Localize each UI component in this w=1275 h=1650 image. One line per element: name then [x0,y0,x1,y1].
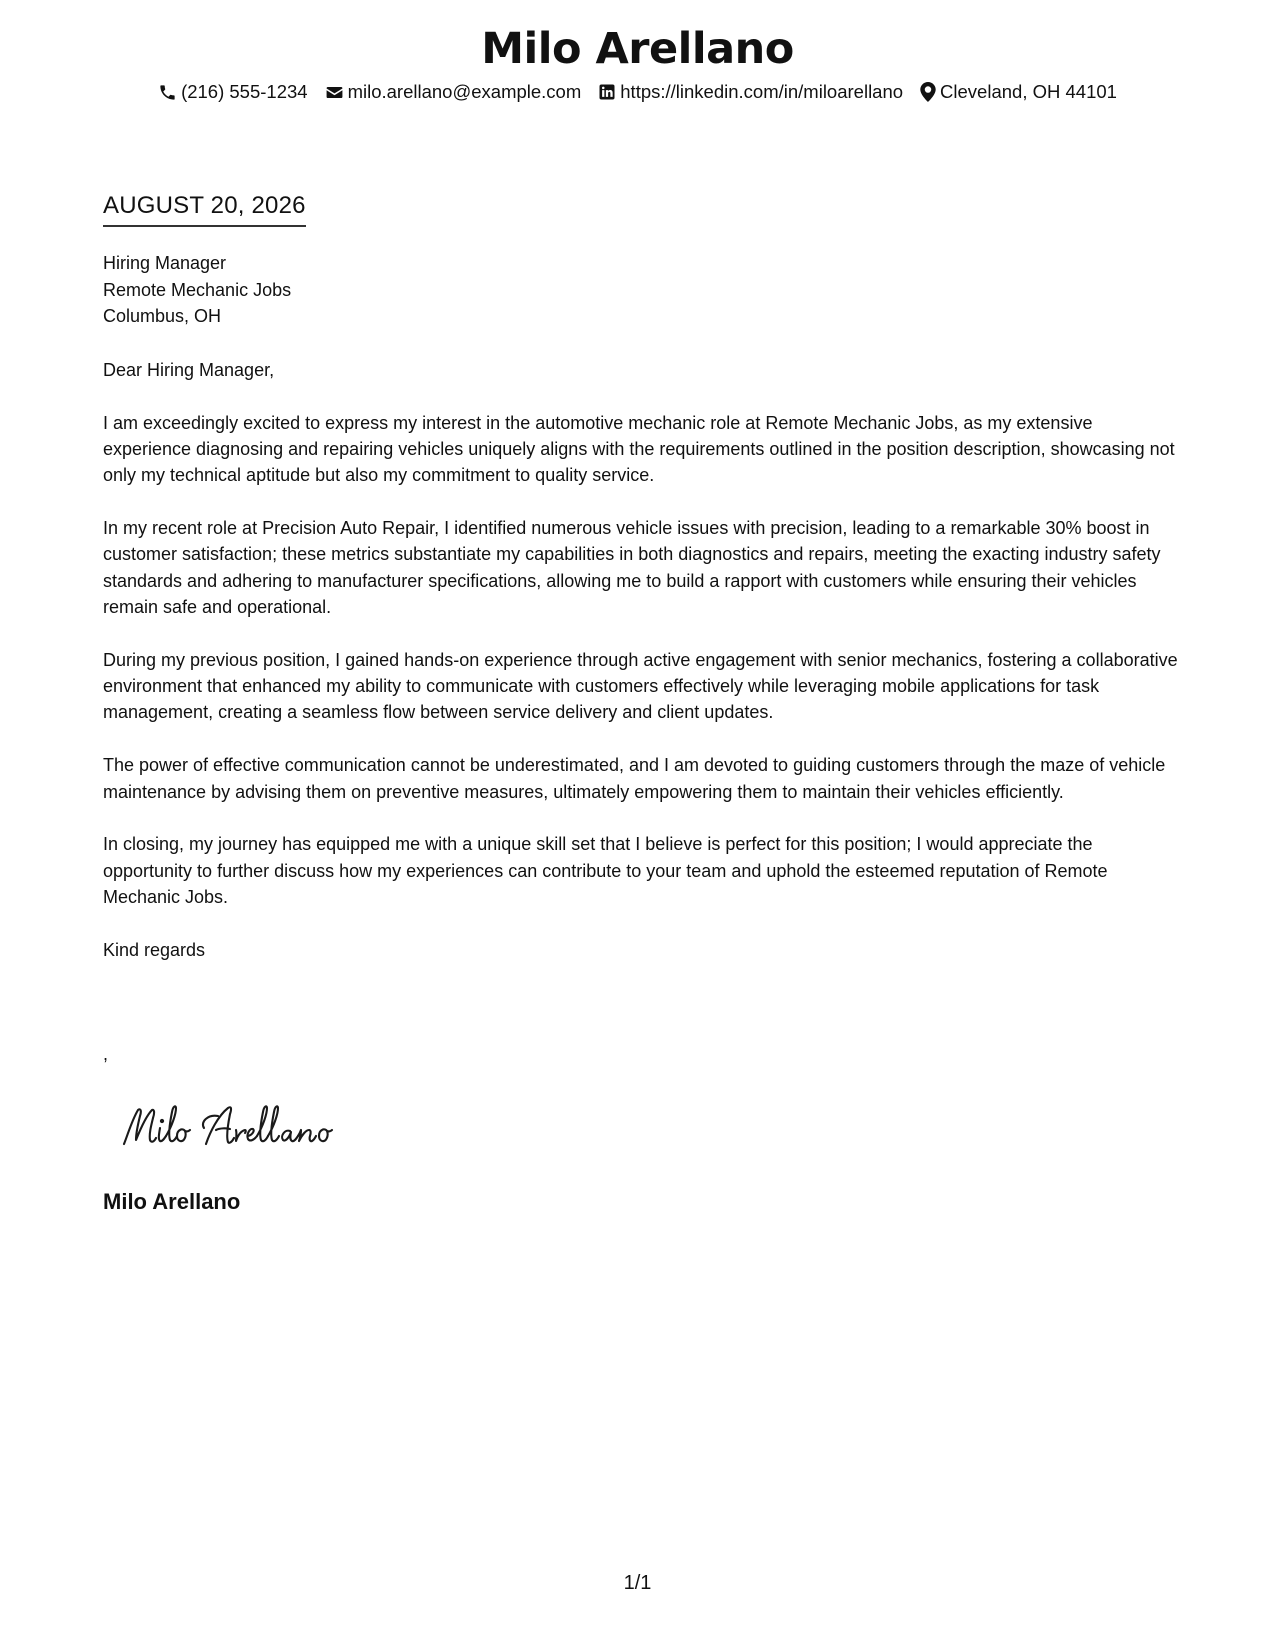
signer-name: Milo Arellano [103,1189,241,1214]
page-indicator: 1/1 [623,1572,652,1594]
body-paragraph: I am exceedingly excited to express my interest in the automotive mechanic role at Remote Mechanic Jobs, as my extensive experience diagnosing and repairing vehicles uniquely aligns with the requirements outlined in the position description, showcasing not only my technical aptitude but also my commitment to quality service. [103,412,1175,486]
recipient-title: Hiring Manager [103,253,227,273]
envelope-icon [325,83,344,102]
location-text: Cleveland, OH 44101 [940,81,1117,102]
recipient-city: Columbus, OH [103,306,222,326]
recipient-company: Remote Mechanic Jobs [103,279,292,300]
letter-date: AUGUST 20, 2026 [103,190,306,227]
body-paragraph: In closing, my journey has equipped me with a unique skill set that I believe is perfect for this position; I would appreciate the opportunity to further discuss how my experiences can contribute to your team and uphold the esteemed reputation of Remote Mechanic Jobs. [103,834,1108,907]
contact-phone [158,80,308,104]
handwritten-signature [118,1098,358,1154]
linkedin-url: https://linkedin.com/in/miloarellano [620,81,904,102]
body-paragraph: In my recent role at Precision Auto Repair, I identified numerous vehicle issues with precision, leading to a remarkable 30% boost in customer satisfaction; these metrics substantiate my capabilities in both diagnostics and repairs, meeting the exacting industry safety standards and adhering to manufacturer specifications, allowing me to build a rapport with customers while ensuring their vehicles remain safe and operational. [103,518,1161,618]
applicant-name-heading: Milo Arellano [481,24,794,74]
contact-info-row [0,80,1275,104]
recipient-block [103,250,291,330]
salutation: Dear Hiring Manager, [103,360,275,380]
letter-body [103,357,1183,990]
phone-number: (216) 555-1234 [181,81,308,102]
contact-email [325,80,582,104]
map-pin-icon [920,82,936,102]
email-address: milo.arellano@example.com [347,81,582,102]
phone-icon [158,83,177,102]
body-paragraph: During my previous position, I gained hands-on experience through active engagement with senior mechanics, fostering a collaborative environment that enhanced my ability to communicate with customers effectively while leveraging mobile applications for task management, creating a seamless flow between service delivery and client updates. [103,649,1178,723]
body-paragraph: The power of effective communication cannot be underestimated, and I am devoted to guiding customers through the maze of vehicle maintenance by advising them on preventive measures, ultimately empowering them to maintain their vehicles efficiently. [103,755,1166,802]
contact-location [920,80,1117,104]
contact-linkedin [598,80,903,104]
linkedin-icon [598,83,616,101]
closing-phrase: Kind regards [103,939,206,960]
closing-comma: , [103,1044,109,1064]
